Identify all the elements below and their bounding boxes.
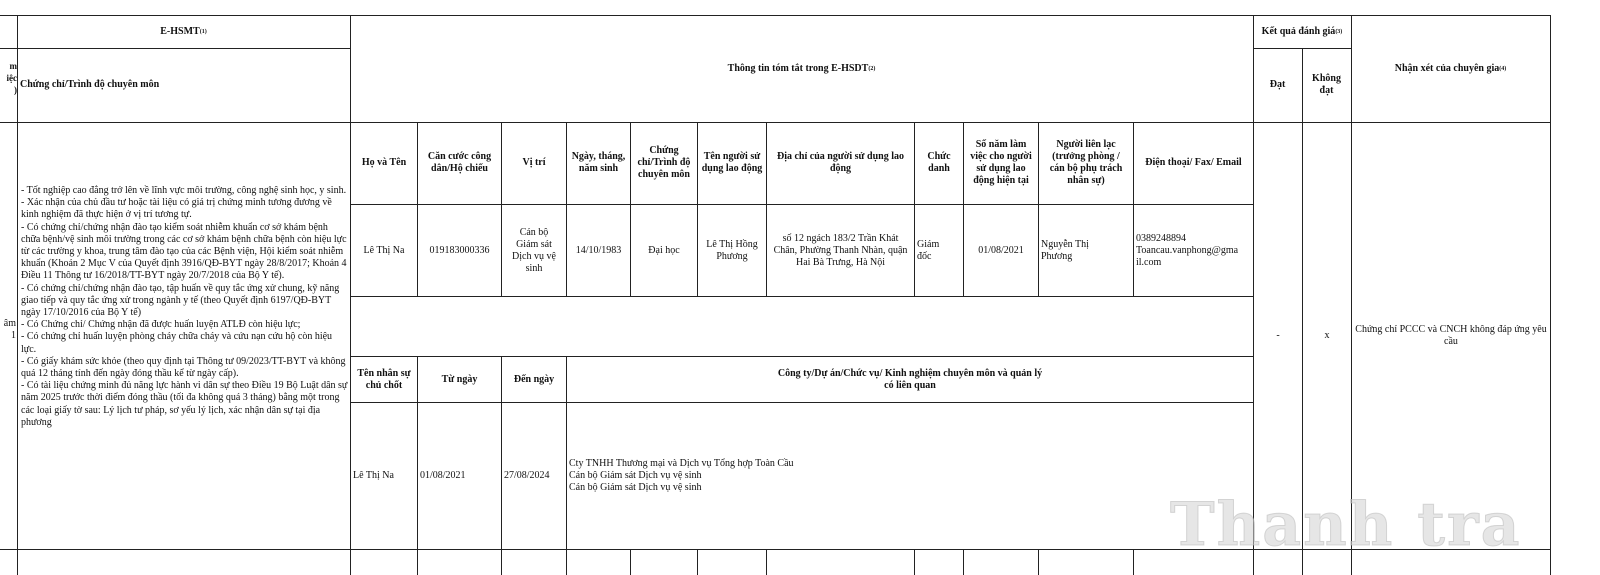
ehsdt-header: Thông tin tóm tắt trong E-HSDT (2) [727,62,876,74]
col-position: Vị trí [522,157,546,168]
cell-title: Giám đốc [917,238,940,262]
col-contact: Người liên lạc (trưởng phòng / cán bộ phụ trách nhân sự) [1049,139,1123,186]
pass-header: Đạt [1269,79,1286,90]
ehsmt-header: E-HSMT (1) [160,25,207,37]
requirement-item: - Có chứng chỉ huấn luyện phòng cháy chữa cháy và cứu nạn cứu hộ còn hiệu lực. [21,331,333,355]
expert-comment-header: Nhận xét của chuyên gia (4) [1394,62,1507,74]
cell-employer-address: số 12 ngách 183/2 Trần Khát Chân, Phường Thanh Nhàn, quận Hai Bà Trưng, Hà Nội [773,232,908,268]
requirement-item: - Có tài liệu chứng minh đủ năng lực hành vi dân sự theo Điều 19 Bộ Luật dân sự năm 2025 trước thời điểm đóng thầu (tối đa không quá 3 tháng) bằng một trong các loại giấy tờ sau: Lý lịch tư pháp, sơ yếu lý lịch, xác nhận dân sự tại địa phương [21,380,348,428]
cell-contact: Nguyễn Thị Phương [1041,238,1089,262]
pass-mark: - [1276,330,1280,341]
col-employer: Tên người sử dụng lao động [701,151,763,174]
col-dob: Ngày, tháng, năm sinh [571,151,626,174]
cell-dob: 14/10/1983 [575,244,622,256]
grid-line [1038,549,1039,575]
col-certificate: Chứng chỉ/Trình độ chuyên môn [637,145,691,180]
grid-line [963,549,964,575]
col-key-person: Tên nhân sự chủ chốt [357,367,411,391]
cell-certificate: Đại học [648,244,680,256]
cell-employer: Lê Thị Hồng Phương [706,238,758,262]
grid-line [697,549,698,575]
col-name: Họ và Tên [361,157,407,168]
col-id-card: Căn cước công dân/Hộ chiếu [427,151,492,174]
requirements-list [18,185,350,495]
requirement-item: - Có chứng chỉ/chứng nhận đào tạo kiểm soát nhiễm khuẩn cơ sở khám bệnh chữa bệnh/vệ sinh môi trường trong các cơ sở khám bệnh chữa bệnh còn hiệu lực từ các trường y khoa, trung tâm đào tạo của các Bệnh viện, Hội kiểm soát nhiễm khuẩn (Khoản 2 Mục V của Quyết định 3916/QĐ-BYT ngày 28/8/2017; Khoản 4 Điều 11 Thông tư 16/2018/TT-BYT ngày 20/7/2018 của Bộ Y tế). [21,221,347,282]
cell-to: 27/08/2024 [504,470,550,481]
col-employer-address: Địa chỉ của người sử dụng lao động [776,151,904,174]
grid-line [1133,549,1134,575]
grid-line [630,549,631,575]
cell-position: Cán bộ Giám sát Dịch vụ vệ sinh [512,226,556,274]
cell-name: Lê Thị Na [363,244,405,256]
certificate-header: Chứng chỉ/Trình độ chuyên môn [20,79,160,90]
col-years: Số năm làm việc cho người sử dụng lao động hiện tại [970,139,1032,186]
requirement-item: - Tốt nghiệp cao đẳng trở lên về lĩnh vực môi trường, công nghệ sinh học, y sinh. [21,185,347,196]
requirement-item: - Có giấy khám sức khỏe (theo quy định tại Thông tư 09/2023/TT-BYT và không quá 12 tháng tính đến ngày đóng thầu kể từ ngày cấp). [21,355,346,380]
col-from: Từ ngày [441,373,478,385]
cell-phone: 0389248894 Toancau.vanphong@gma il.com [1136,232,1239,268]
requirement-item: - Có chứng chỉ/chứng nhận đào tạo, tập huấn về quy tắc ứng xử chung, kỹ năng giao tiếp và quy tắc ứng xử trong ngành y tế (theo Quyết định 6197/QĐ-BYT ngày 17/10/2016 của Bộ Y tế) [21,282,340,319]
fail-mark: x [1324,330,1330,341]
grid-line [766,549,767,575]
grid-line [914,549,915,575]
cell-experience-details: Cty TNHH Thương mại và Dịch vụ Tổng hợp Toàn Cầu Cán bộ Giám sát Dịch vụ vệ sinh Cán bộ Giám sát Dịch vụ vệ sinh [569,458,794,493]
position-partial: âm 1 [3,318,16,341]
requirement-item: - Xác nhận của chủ đầu tư hoặc tài liệu có giá trị chứng minh tương đương về kinh nghiệm đã thực hiện ở vị trí tương tự. [21,197,332,221]
requirement-item: - Có Chứng chỉ/ Chứng nhận đã được huấn luyện ATLĐ còn hiệu lực; [21,319,301,331]
cell-key-person: Lê Thị Na [353,470,394,481]
fail-header: Không đạt [1312,73,1341,96]
col-phone: Điện thoại/ Fax/ Email [1145,157,1242,168]
col-to: Đến ngày [513,373,555,385]
expert-comment: Chứng chỉ PCCC và CNCH không đáp ứng yêu cầu [1355,324,1547,347]
num-years-header-partial: m iệc ) [6,61,17,95]
cell-id-card: 019183000336 [429,244,490,256]
grid-line [350,296,1254,297]
col-title: Chức danh [927,151,951,174]
cell-years: 01/08/2021 [978,244,1024,256]
watermark: Thanh tra [1170,490,1522,560]
cell-from: 01/08/2021 [420,470,466,481]
col-experience-details: Công ty/Dự án/Chức vụ/ Kinh nghiệm chuyên môn và quản lý có liên quan [777,367,1043,391]
result-header: Kết quả đánh giá (3) [1261,25,1343,37]
